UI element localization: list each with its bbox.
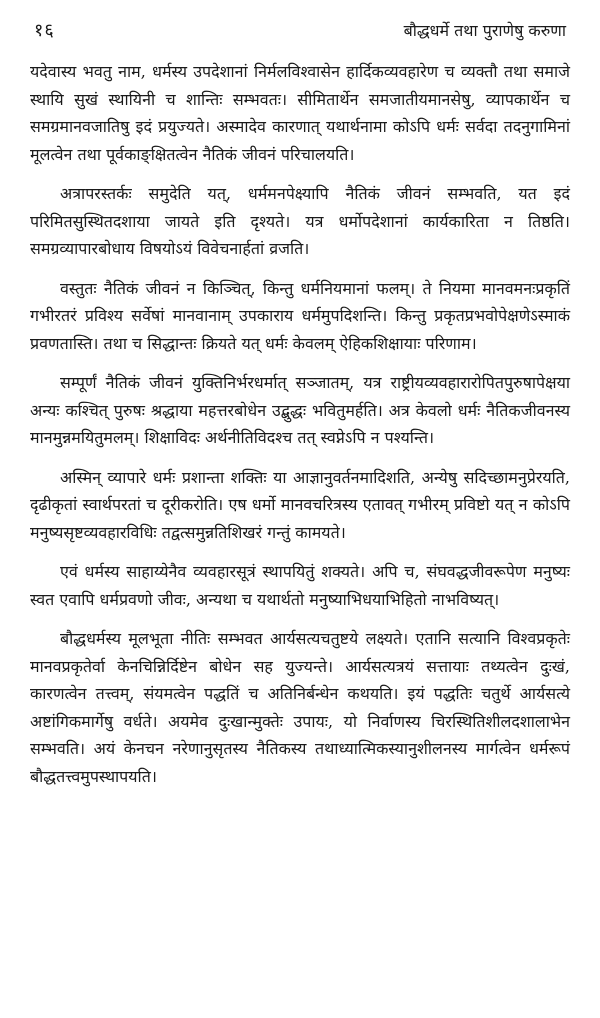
page-number: १६ [34, 20, 55, 41]
paragraph-3: वस्तुतः नैतिकं जीवनं न किञ्चित्, किन्तु धर्मनियमानां फलम्। ते नियमा मानवमनःप्रकृतिं गभीरतरं प्रविश्य सर्वेषां मानवानाम् उपकाराय धर्ममुपदिशन्ति। किन्तु प्रकृतप्रभवोपेक्षणेऽस्माकं प्रवणतास्ति। तथा च सिद्धान्तः क्रियते यत् धर्मः केवलम् ऐहिकशिक्षायाः परिणाम। [30, 278, 570, 353]
paragraph-6: एवं धर्मस्य साहाय्येनैव व्यवहारसूत्रं स्थापयितुं शक्यते। अपि च, संघवद्धजीवरूपेण मनुष्यः स्वत एवापि धर्मप्रवणो जीवः, अन्यथा च यथार्थतो मनुष्याभिधयाभिहितो नाभविष्यत्। [30, 562, 570, 609]
body-text [30, 58, 570, 790]
paragraph-7: बौद्धधर्मस्य मूलभूता नीतिः सम्भवत आर्यसत्यचतुष्टये लक्ष्यते। एतानि सत्यानि विश्वप्रकृतेः मानवप्रकृतेर्वा केनचिन्निर्दिष्टेन बोधेन सह युज्यन्ते। आर्यसत्यत्रयं सत्तायाः तथ्यत्वेन दुःखं, कारणत्वेन तत्त्वम्, संयमत्वेन पद्धतिं च अतिनिर्बन्धेन कथयति। इयं पद्धतिः चतुर्थे आर्यसत्ये अष्टांगिकमार्गेषु वर्धते। अयमेव दुःखान्मुक्तेः उपायः, यो निर्वाणस्य चिरस्थितिशीलदशालाभेन सम्भवति। अयं केनचन नरेणानुसृतस्य नैतिकस्य तथाध्यात्मिकस्यानुशीलनस्य मार्गत्वेन धर्मरूपं बौद्धतत्त्वमुपस्थापयति। [30, 629, 570, 786]
paragraph-4: सम्पूर्णं नैतिकं जीवनं युक्तिनिर्भरधर्मात् सञ्जातम्, यत्र राष्ट्रीयव्यवहारारोपितपुरुषापेक्षया अन्यः कश्चित् पुरुषः श्रद्धाया महत्तरबोधेन उद्बुद्धः भवितुमर्हति। अत्र केवलो धर्मः नैतिकजीवनस्य मानमुन्नमयितुमलम्। शिक्षाविदः अर्थनीतिविदश्च तत् स्वप्नेऽपि न पश्यन्ति। [30, 373, 570, 447]
paragraph-5: अस्मिन् व्यापारे धर्मः प्रशान्ता शक्तिः या आज्ञानुवर्तनमादिशति, अन्येषु सदिच्छामनुप्रेरयति, दृढीकृतां स्वार्थपरतां च दूरीकरोति। एष धर्मो मानवचरित्रस्य एतावत् गभीरम् प्रविष्टो यत् न कोऽपि मनुष्यसृष्टव्यवहारविधिः तद्वत्समुन्नतिशिखरं गन्तुं कामयते। [30, 467, 570, 542]
running-title: बौद्धधर्मे तथा पुराणेषु करुणा [403, 21, 566, 40]
paragraph-1: यदेवास्य भवतु नाम, धर्मस्य उपदेशानां निर्मलविश्वासेन हार्दिकव्यवहारेण च व्यक्तौ तथा समाजे स्थायि सुखं स्थायिनी च शान्तिः सम्भवतः। सीमितार्थेन समजातीयमानसेषु, व्यापकार्थेन च समग्रमानवजातिषु इदं प्रयुज्यते। अस्मादेव कारणात् यथार्थनामा कोऽपि धर्मः सर्वदा तदनुगामिनां मूलत्वेन तथा पूर्वकाङ्क्षितत्वेन नैतिकं जीवनं परिचालयति। [30, 62, 570, 164]
paragraph-2: अत्रापरस्तर्कः समुदेति यत्, धर्ममनपेक्ष्यापि नैतिकं जीवनं सम्भवति, यत इदं परिमितसुस्थितदशाया जायते इति दृश्यते। यत्र धर्मोपदेशानां कार्यकारिता न तिष्ठति। समग्रव्यापारबोधाय विषयोऽयं विवेचनार्हतां व्रजति। [30, 184, 570, 258]
running-head [30, 18, 570, 48]
